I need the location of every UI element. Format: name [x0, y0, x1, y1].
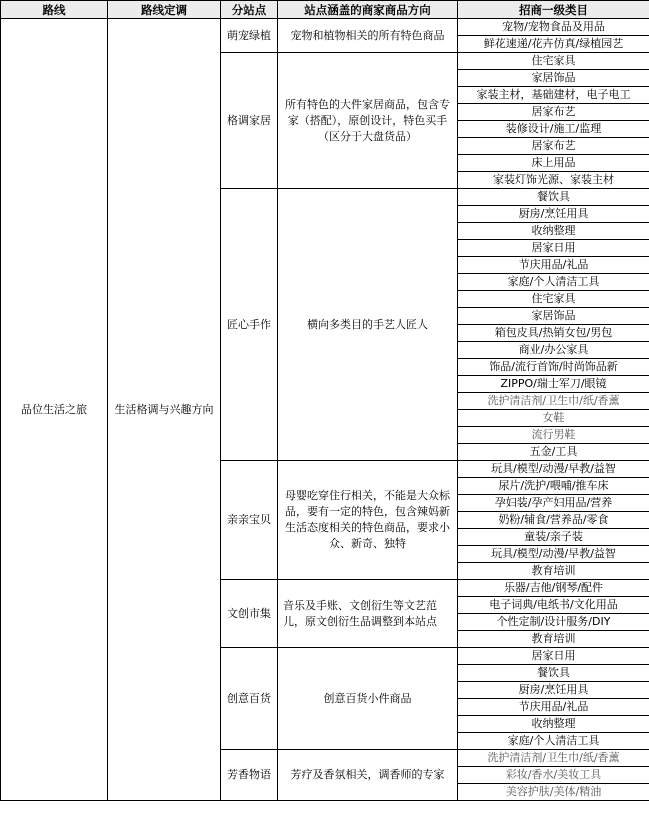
station-name: 芳香物语: [221, 750, 278, 801]
category-cell: 装修设计/施工/监理: [458, 121, 649, 138]
station-description: 母婴吃穿住行相关，不能是大众标品，要有一定的特色，包含辣妈新生活态度相关的特色商品，要求小众、新奇、独特: [278, 461, 458, 580]
category-cell: 居家日用: [458, 240, 649, 257]
category-cell: 女鞋: [458, 410, 649, 427]
category-cell: 收纳整理: [458, 716, 649, 733]
category-cell: 餐饮具: [458, 189, 649, 206]
route-cell: 品位生活之旅: [1, 19, 108, 801]
category-cell: 收纳整理: [458, 223, 649, 240]
category-cell: 美容护肤/美体/精油: [458, 784, 649, 801]
category-cell: 五金/工具: [458, 444, 649, 461]
category-cell: 鲜花速递/花卉仿真/绿植园艺: [458, 36, 649, 53]
header-primary-category: 招商一级类目: [458, 1, 649, 19]
route-tone-cell: 生活格调与兴趣方向: [108, 19, 221, 801]
category-cell: 洗护清洁剂/卫生巾/纸/香薰: [458, 750, 649, 767]
header-route-tone: 路线定调: [108, 1, 221, 19]
category-cell: 节庆用品/礼品: [458, 257, 649, 274]
category-cell: 玩具/模型/动漫/早教/益智: [458, 461, 649, 478]
category-cell: 家居饰品: [458, 308, 649, 325]
category-cell: 流行男鞋: [458, 427, 649, 444]
category-cell: 餐饮具: [458, 665, 649, 682]
category-cell: 洗护清洁剂/卫生巾/纸/香薰: [458, 393, 649, 410]
station-description: 芳疗及香氛相关，调香师的专家: [278, 750, 458, 801]
category-cell: 箱包皮具/热销女包/男包: [458, 325, 649, 342]
header-station-scope: 站点涵盖的商家商品方向: [278, 1, 458, 19]
category-cell: ZIPPO/瑞士军刀/眼镜: [458, 376, 649, 393]
header-row: [1, 1, 649, 19]
category-cell: 玩具/模型/动漫/早教/益智: [458, 546, 649, 563]
station-description: 音乐及手账、文创衍生等文艺范儿，原文创衍生品调整到本站点: [278, 580, 458, 648]
category-cell: 居家布艺: [458, 138, 649, 155]
category-cell: 住宅家具: [458, 53, 649, 70]
table-row: [1, 19, 649, 36]
category-cell: 居家布艺: [458, 104, 649, 121]
header-route: 路线: [1, 1, 108, 19]
category-cell: 家装灯饰光源、家装主材: [458, 172, 649, 189]
category-cell: 奶粉/辅食/营养品/零食: [458, 512, 649, 529]
category-cell: 床上用品: [458, 155, 649, 172]
category-cell: 教育培训: [458, 631, 649, 648]
category-cell: 居家日用: [458, 648, 649, 665]
header-station: 分站点: [221, 1, 278, 19]
category-cell: 家庭/个人清洁工具: [458, 274, 649, 291]
category-cell: 彩妆/香水/美妆工具: [458, 767, 649, 784]
category-cell: 厨房/烹饪用具: [458, 206, 649, 223]
category-cell: 孕妇装/孕产妇用品/营养: [458, 495, 649, 512]
station-name: 萌宠绿植: [221, 19, 278, 53]
station-description: 所有特色的大件家居商品，包含专家（搭配），原创设计，特色买手（区分于大盘货品）: [278, 53, 458, 189]
table-body: [1, 19, 649, 801]
station-name: 亲亲宝贝: [221, 461, 278, 580]
station-description: 横向多类目的手艺人匠人: [278, 189, 458, 461]
category-cell: 家庭/个人清洁工具: [458, 733, 649, 750]
station-name: 创意百货: [221, 648, 278, 750]
station-name: 格调家居: [221, 53, 278, 189]
category-cell: 教育培训: [458, 563, 649, 580]
category-cell: 饰品/流行首饰/时尚饰品新: [458, 359, 649, 376]
category-cell: 电子词典/电纸书/文化用品: [458, 597, 649, 614]
station-name: 匠心手作: [221, 189, 278, 461]
category-cell: 家装主材，基础建材，电子电工: [458, 87, 649, 104]
category-cell: 童装/亲子装: [458, 529, 649, 546]
station-description: 创意百货小件商品: [278, 648, 458, 750]
category-cell: 家居饰品: [458, 70, 649, 87]
station-description: 宠物和植物相关的所有特色商品: [278, 19, 458, 53]
station-name: 文创市集: [221, 580, 278, 648]
category-cell: 节庆用品/礼品: [458, 699, 649, 716]
category-cell: 厨房/烹饪用具: [458, 682, 649, 699]
category-cell: 住宅家具: [458, 291, 649, 308]
category-cell: 商业/办公家具: [458, 342, 649, 359]
category-cell: 乐器/吉他/钢琴/配件: [458, 580, 649, 597]
category-cell: 个性定制/设计服务/DIY: [458, 614, 649, 631]
category-cell: 尿片/洗护/喂哺/推车床: [458, 478, 649, 495]
category-cell: 宠物/宠物食品及用品: [458, 19, 649, 36]
